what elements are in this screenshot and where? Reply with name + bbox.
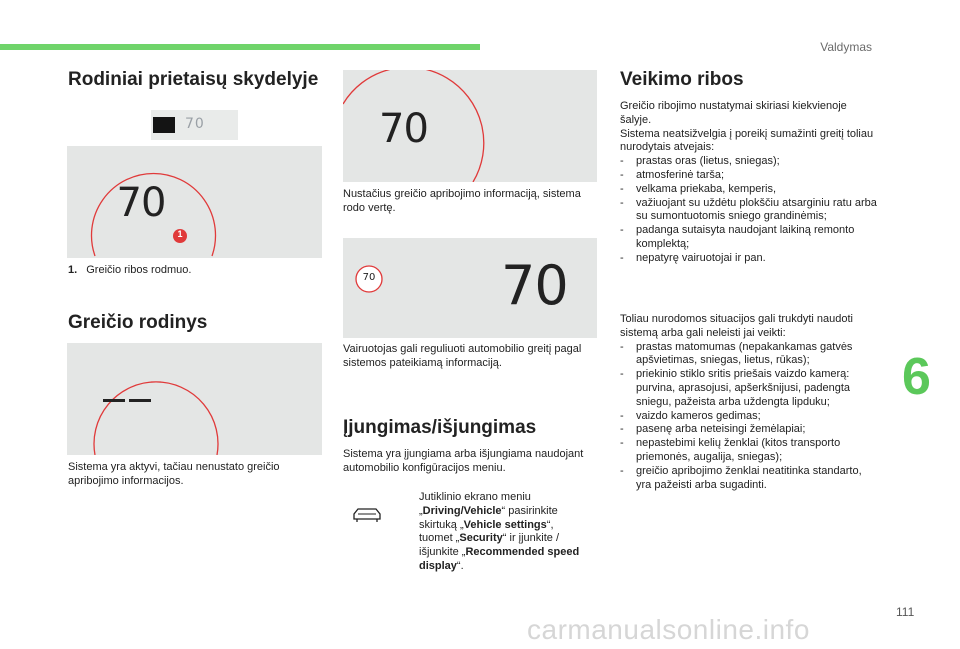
list-item bbox=[620, 437, 878, 465]
list-item-text: pasenę arba neteisingi žemėlapiai; bbox=[636, 423, 806, 436]
section-color-bar bbox=[0, 44, 480, 50]
panel2-big-speed: 70 bbox=[501, 254, 568, 317]
limits-intro-2: Sistema neatsižvelgia į poreikį sumažinti greitį toliau nurodytais atvejais: bbox=[620, 127, 874, 154]
displays-value-text: Nustačius greičio apribojimo informaciją, sistema rodo vertę. bbox=[343, 188, 581, 214]
list-item bbox=[620, 197, 878, 225]
list-item bbox=[620, 183, 878, 197]
dash-left bbox=[103, 399, 125, 402]
instr-text-5: “. bbox=[456, 559, 464, 572]
inactive-system-text: Sistema yra aktyvi, tačiau nenustato greičio apribojimo informacijos. bbox=[68, 461, 280, 487]
no-limit-gauge-graphic bbox=[67, 343, 322, 455]
watermark-text: carmanualsonline.info bbox=[527, 614, 810, 645]
instr-text-2: “ pasirinkite skirtuką „ bbox=[419, 504, 558, 531]
mini-display-panel bbox=[151, 110, 238, 140]
heading-instrument-displays: Rodiniai prietaisų skydelyje bbox=[68, 69, 319, 90]
menu-instruction-text bbox=[419, 491, 587, 574]
list-dash: - bbox=[620, 368, 624, 381]
list-item-text: padanga sutaisyta naudojant laikiną remonto komplektą; bbox=[636, 224, 855, 250]
list-item bbox=[620, 410, 878, 424]
limit-value-panel bbox=[343, 70, 597, 182]
list-dash: - bbox=[620, 155, 624, 168]
list-item bbox=[620, 252, 878, 266]
mini-speed-value: 70 bbox=[185, 116, 205, 132]
no-limit-ring bbox=[94, 382, 218, 455]
caption-text: Greičio ribos rodmuo. bbox=[86, 264, 192, 276]
figure-caption bbox=[68, 264, 191, 278]
list-item-text: atmosferinė tarša; bbox=[636, 168, 725, 181]
heading-operating-limits: Veikimo ribos bbox=[620, 69, 744, 90]
caption-number: 1. bbox=[68, 264, 78, 276]
list-item bbox=[620, 155, 878, 169]
menu-driving-vehicle: Driving/Vehicle bbox=[422, 504, 502, 517]
instr-text-4: “ ir įjunkite / išjunkite „ bbox=[419, 532, 560, 559]
conditions-list bbox=[620, 155, 878, 265]
list-item-text: vaizdo kameros gedimas; bbox=[636, 409, 761, 422]
heading-speed-display: Greičio rodinys bbox=[68, 312, 208, 333]
limits-block-2 bbox=[620, 313, 878, 492]
list-item bbox=[620, 423, 878, 437]
list-item bbox=[620, 341, 878, 369]
list-item bbox=[620, 169, 878, 183]
speed-gauge-panel bbox=[67, 146, 322, 258]
situations-list bbox=[620, 341, 878, 493]
list-item-text: nepastebimi kelių ženklai (kitos transporto priemonės, augalija, sniegas); bbox=[636, 437, 841, 463]
callout-number: 1 bbox=[177, 229, 183, 239]
list-item bbox=[620, 368, 878, 409]
list-item-text: priekinio stiklo sritis priešais vaizdo kamerą: purvina, aprasojusi, apšerkšnijusi, padengta sniegu, pažeista arba uždengta lipduku; bbox=[636, 368, 851, 408]
list-item-text: nepatyrę vairuotojai ir pan. bbox=[636, 251, 766, 264]
list-item-text: važiuojant su uždėtu plokščiu atsarginiu ratu arba su sumontuotomis sniego grandinėmis; bbox=[636, 196, 877, 223]
list-item-text: prastas oras (lietus, sniegas); bbox=[636, 155, 780, 168]
no-limit-gauge-panel bbox=[67, 343, 322, 455]
panel1-speed-value: 70 bbox=[379, 106, 428, 152]
list-item bbox=[620, 465, 878, 493]
list-dash: - bbox=[620, 196, 624, 209]
driver-adjust-text: Vairuotojas gali reguliuoti automobilio greitį pagal sistemos pateikiamą informaciją. bbox=[343, 343, 582, 369]
adjust-speed-panel bbox=[343, 238, 597, 338]
list-dash: - bbox=[620, 224, 624, 237]
list-item-text: velkama priekaba, kemperis, bbox=[636, 182, 777, 195]
limits-intro-1: Greičio ribojimo nustatymai skiriasi kiekvienoje šalyje. bbox=[620, 100, 847, 126]
list-dash: - bbox=[620, 437, 624, 450]
menu-security: Security bbox=[459, 532, 503, 545]
list-dash: - bbox=[620, 251, 624, 264]
black-block-icon bbox=[153, 117, 175, 133]
limits-block-1 bbox=[620, 100, 878, 266]
activation-text: Sistema yra įjungiama arba išjungiama naudojant automobilio konfigūracijos meniu. bbox=[343, 448, 584, 474]
section-title: Valdymas bbox=[820, 40, 872, 54]
page-number: 111 bbox=[896, 605, 915, 619]
list-dash: - bbox=[620, 423, 624, 436]
list-dash: - bbox=[620, 464, 624, 477]
list-item-text: greičio apribojimo ženklai neatitinka standarto, yra pažeisti arba sugadinti. bbox=[636, 464, 862, 491]
list-dash: - bbox=[620, 340, 624, 353]
chapter-number: 6 bbox=[902, 348, 931, 406]
speed-gauge-graphic bbox=[67, 146, 322, 258]
gauge-speed-value: 70 bbox=[116, 180, 166, 226]
list-item-text: prastas matomumas (nepakankamas gatvės apšvietimas, sniegas, lietus, rūkas); bbox=[636, 340, 853, 367]
dash-right bbox=[129, 399, 151, 402]
list-dash: - bbox=[620, 409, 624, 422]
list-dash: - bbox=[620, 168, 624, 181]
instr-text-1: Jutiklinio ekrano meniu „ bbox=[419, 491, 531, 517]
heading-activation: Įjungimas/išjungimas bbox=[343, 417, 537, 438]
tab-vehicle-settings: Vehicle settings bbox=[463, 518, 547, 531]
panel2-small-speed: 70 bbox=[362, 272, 376, 283]
instr-text-3: “, tuomet „ bbox=[419, 518, 554, 545]
car-icon bbox=[351, 505, 383, 523]
list-item bbox=[620, 224, 878, 252]
option-recommended-speed-display: Recommended speed display bbox=[419, 546, 580, 572]
list-dash: - bbox=[620, 182, 624, 195]
limits-intro-3: Toliau nurodomos situacijos gali trukdyti naudoti sistemą arba gali neleisti jai veikti: bbox=[620, 313, 853, 339]
